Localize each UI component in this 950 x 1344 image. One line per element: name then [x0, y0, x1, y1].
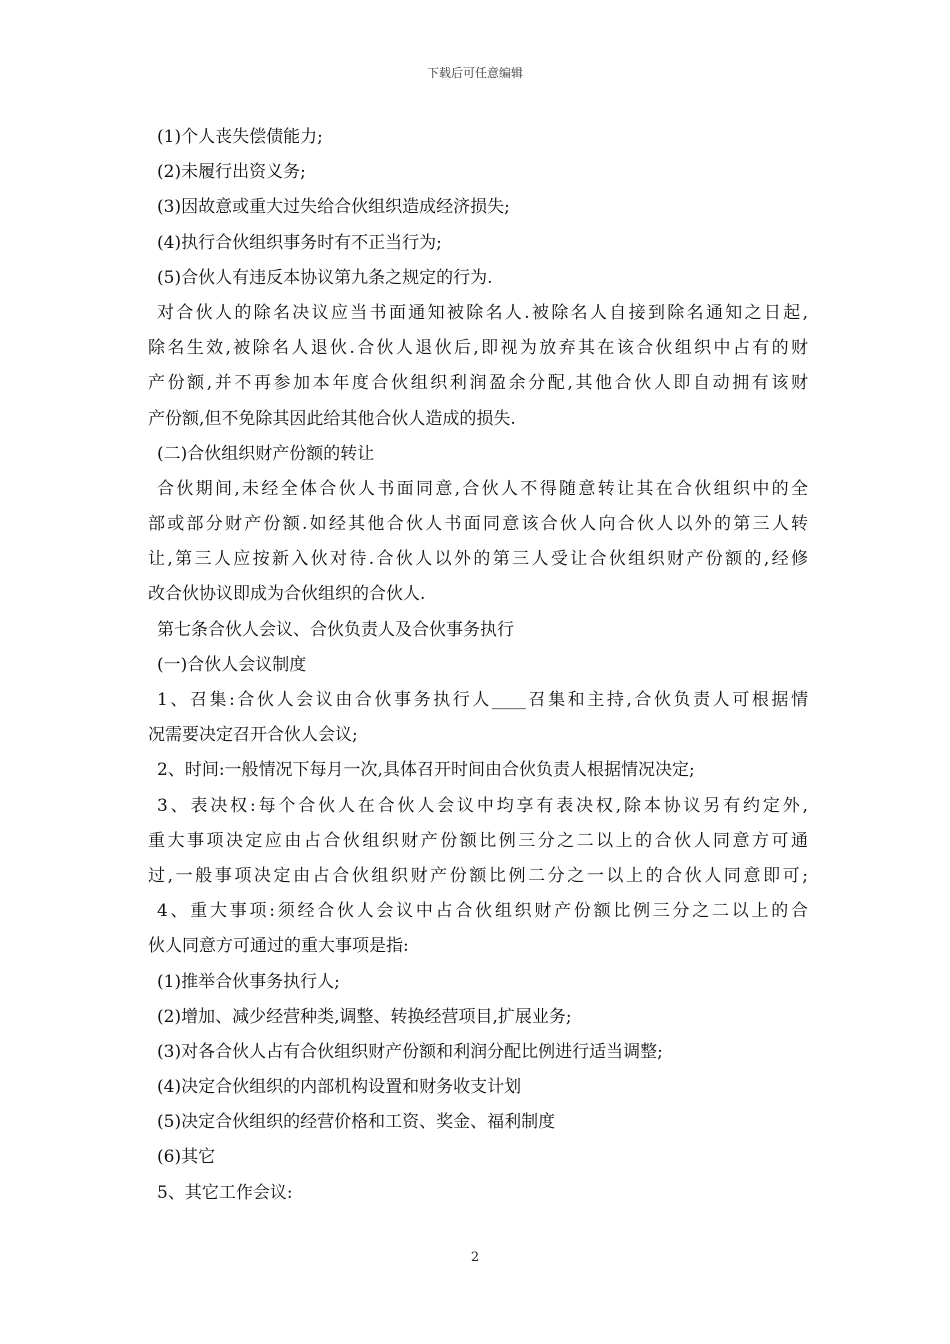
- paragraph-line: 让,第三人应按新入伙对待.合伙人以外的第三人受让合伙组织财产份额的,经修: [148, 549, 808, 570]
- paragraph-line: 重大事项决定应由占合伙组织财产份额比例三分之二以上的合伙人同意方可通: [148, 830, 808, 851]
- paragraph-line: 伙人同意方可通过的重大事项是指:: [148, 936, 409, 957]
- paragraph-line: 3、表决权:每个合伙人在合伙人会议中均享有表决权,除本协议另有约定外,: [157, 795, 808, 816]
- page-number: 2: [470, 1250, 480, 1265]
- list-item: (3)对各合伙人占有合伙组织财产份额和利润分配比例进行适当调整;: [157, 1041, 663, 1062]
- article-heading: 第七条合伙人会议、合伙负责人及合伙事务执行: [157, 619, 514, 640]
- paragraph-line: 2、时间:一般情况下每月一次,具体召开时间由合伙负责人根据情况决定;: [157, 760, 695, 781]
- paragraph-line: 部或部分财产份额.如经其他合伙人书面同意该合伙人向合伙人以外的第三人转: [148, 514, 808, 535]
- paragraph-line: 1、召集:合伙人会议由合伙事务执行人____召集和主持,合伙负责人可根据情: [157, 690, 808, 710]
- list-item: (5)合伙人有违反本协议第九条之规定的行为.: [157, 267, 493, 288]
- paragraph-line: 合伙期间,未经全体合伙人书面同意,合伙人不得随意转让其在合伙组织中的全: [157, 478, 808, 499]
- section-heading: (一)合伙人会议制度: [157, 654, 307, 675]
- section-heading: (二)合伙组织财产份额的转让: [157, 443, 375, 464]
- paragraph-line: 过,一般事项决定由占合伙组织财产份额比例二分之一以上的合伙人同意即可;: [148, 865, 808, 886]
- paragraph-line: 产份额,但不免除其因此给其他合伙人造成的损失.: [148, 408, 516, 429]
- list-item: (1)推举合伙事务执行人;: [157, 971, 340, 992]
- paragraph-line: 改合伙协议即成为合伙组织的合伙人.: [148, 584, 426, 605]
- paragraph-line: 5、其它工作会议:: [157, 1182, 293, 1203]
- document-body: [148, 120, 808, 1211]
- page-header: 下载后可任意编辑: [426, 66, 523, 80]
- paragraph-line: 4、重大事项:须经合伙人会议中占合伙组织财产份额比例三分之二以上的合: [157, 901, 808, 922]
- list-item: (2)未履行出资义务;: [157, 162, 306, 183]
- paragraph-line: 对合伙人的除名决议应当书面通知被除名人.被除名人自接到除名通知之日起,: [157, 302, 808, 323]
- list-item: (4)决定合伙组织的内部机构设置和财务收支计划: [157, 1077, 522, 1098]
- list-item: (5)决定合伙组织的经营价格和工资、奖金、福利制度: [157, 1112, 556, 1133]
- paragraph-line: 产份额,并不再参加本年度合伙组织利润盈余分配,其他合伙人即自动拥有该财: [148, 373, 808, 394]
- list-item: (4)执行合伙组织事务时有不正当行为;: [157, 232, 442, 253]
- list-item: (1)个人丧失偿债能力;: [157, 127, 323, 147]
- list-item: (2)增加、减少经营种类,调整、转换经营项目,扩展业务;: [157, 1006, 572, 1027]
- list-item: (6)其它: [157, 1147, 216, 1168]
- list-item: (3)因故意或重大过失给合伙组织造成经济损失;: [157, 197, 510, 218]
- paragraph-line: 况需要决定召开合伙人会议;: [148, 725, 358, 746]
- paragraph-line: 除名生效,被除名人退伙.合伙人退伙后,即视为放弃其在该合伙组织中占有的财: [148, 338, 808, 359]
